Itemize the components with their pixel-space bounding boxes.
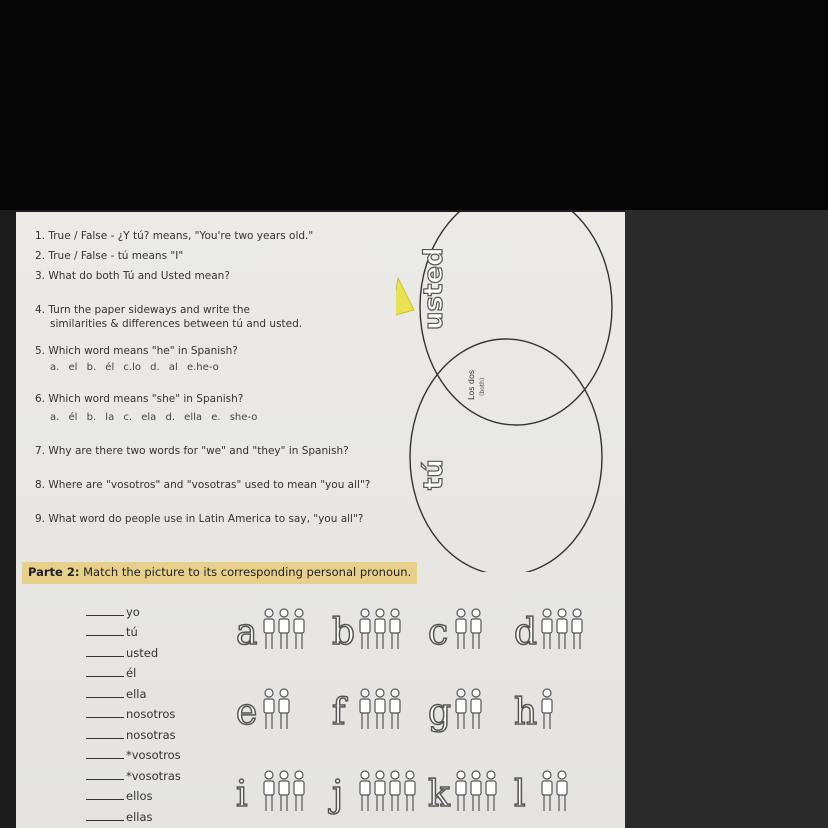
picture-option-a [236,607,322,659]
question-2: 2. True / False - tú means "I" [35,250,184,262]
answer-blank[interactable] [86,819,124,821]
people-figures-icon [540,769,602,815]
question-6-options: a. él b. la c. ela d. ella e. she-o [50,412,258,423]
pronoun-row [86,660,181,681]
pronoun-label: tú [126,625,138,639]
question-5: 5. Which word means "he" in Spanish? [35,345,238,357]
answer-blank[interactable] [86,737,124,739]
answer-blank[interactable] [86,675,124,677]
pronoun-label: usted [126,645,159,660]
venn-diagram [396,212,625,572]
people-figures-icon [358,769,420,815]
picture-option-i [236,769,322,821]
question-7: 7. Why are there two words for "we" and "they" in Spanish? [35,445,349,457]
pronoun-label: ella [126,686,147,701]
people-figures-icon [540,687,602,733]
picture-letter: f [332,692,346,733]
picture-letter: k [428,774,450,815]
dark-background-top [0,0,828,210]
yellow-arrow-icon [396,278,414,327]
question-8: 8. Where are "vosotros" and "vosotras" used to mean "you all"? [35,479,371,491]
dark-background-right [625,210,828,828]
venn-label-both-sub: (both) [479,377,486,396]
picture-option-j [332,769,418,821]
answer-blank[interactable] [86,757,124,759]
picture-letter: b [332,612,356,653]
parte-2-heading [22,562,417,584]
pronoun-row [86,762,181,783]
answer-blank[interactable] [86,778,124,780]
answer-blank[interactable] [86,634,124,636]
people-figures-icon [454,769,516,815]
picture-option-b [332,607,418,659]
people-figures-icon [358,607,420,653]
parte-2-title: Parte 2: [28,565,80,579]
picture-letter: l [514,774,526,815]
picture-letter: h [514,692,538,733]
answer-blank[interactable] [86,614,124,616]
parte-2-instruction: Match the picture to its corresponding personal pronoun. [83,565,412,579]
pronoun-label: él [126,666,137,680]
people-figures-icon [262,687,324,733]
answer-blank[interactable] [86,696,124,698]
picture-option-c [428,607,514,659]
pronoun-match-list [86,598,181,824]
picture-letter: g [428,692,452,733]
pronoun-row [86,783,181,804]
question-4-line1: 4. Turn the paper sideways and write the [35,304,251,316]
pronoun-row [86,803,181,824]
picture-option-e [236,687,322,739]
picture-letter: a [236,612,258,653]
answer-blank[interactable] [86,655,124,657]
picture-letter: i [236,774,248,815]
picture-option-l [514,769,600,821]
venn-circle-tu [410,339,602,572]
pronoun-row [86,701,181,722]
pronoun-row [86,639,181,660]
question-6: 6. Which word means "she" in Spanish? [35,393,244,405]
answer-blank[interactable] [86,716,124,718]
people-figures-icon [262,607,324,653]
people-figures-icon [454,687,516,733]
picture-option-f [332,687,418,739]
pronoun-label: yo [126,604,140,619]
pronoun-label: *vosotras [126,768,181,783]
venn-label-tu: tú [419,459,449,490]
people-figures-icon [540,607,602,653]
venn-label-usted: usted [419,247,449,330]
pronoun-row [86,598,181,619]
question-1: 1. True / False - ¿Y tú? means, "You're two years old." [35,230,314,242]
pronoun-label: ellos [126,789,153,803]
pronoun-label: *vosotros [126,748,181,762]
picture-option-d [514,607,600,659]
pronoun-row [86,619,181,640]
people-figures-icon [358,687,420,733]
question-9: 9. What word do people use in Latin America to say, "you all"? [35,513,364,525]
question-5-options: a. el b. él c.lo d. al e.he-o [50,362,219,373]
venn-label-both: Los dos [467,369,476,400]
picture-option-g [428,687,514,739]
pronoun-label: nosotros [126,707,176,721]
pronoun-label: ellas [126,809,153,824]
picture-option-k [428,769,514,821]
pronoun-row [86,742,181,763]
question-4-line2: similarities & differences between tú and usted. [50,318,303,330]
question-3: 3. What do both Tú and Usted mean? [35,270,230,282]
picture-letter: d [514,612,538,653]
picture-letter: j [332,774,344,815]
picture-option-h [514,687,600,739]
pronoun-label: nosotras [126,727,176,742]
people-figures-icon [454,607,516,653]
pronoun-row [86,721,181,742]
people-figures-icon [262,769,324,815]
picture-letter: e [236,692,258,733]
pronoun-row [86,680,181,701]
picture-letter: c [428,612,449,653]
worksheet-page [16,212,625,828]
answer-blank[interactable] [86,798,124,800]
